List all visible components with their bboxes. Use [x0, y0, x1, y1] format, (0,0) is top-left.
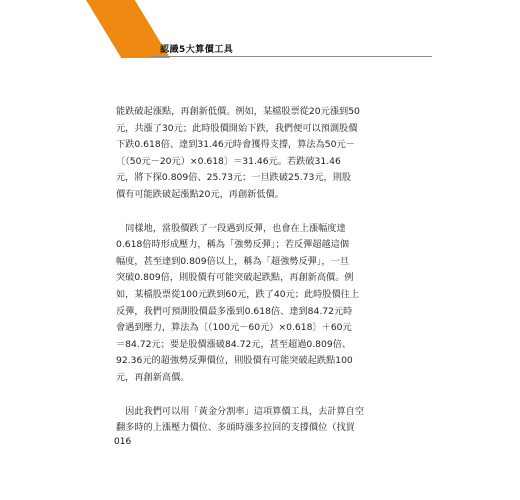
- text-line: 因此我們可以用「黃金分割率」這項算價工具，去計算自空: [116, 405, 365, 417]
- text-line: 下跌0.618倍、達到31.46元時會獲得支撐，算法為50元－: [116, 139, 355, 151]
- text-line: 〔（50元－20元）×0.618〕＝31.46元。若跌破31.46: [116, 155, 341, 167]
- chapter-tab-decoration: [86, 0, 170, 58]
- paragraph-2: [116, 221, 386, 387]
- text-line: 會遇到壓力，算法為〔（100元－60元）×0.618〕＋60元: [116, 322, 352, 334]
- text-line: 幅度，甚至達到0.809倍以上，稱為「超強勢反彈」，一旦: [116, 255, 350, 267]
- text-line: 能跌破起漲點，再創新低價。例如，某檔股票從20元漲到50: [116, 106, 360, 117]
- text-line: 翻多時的上漲壓力價位、多頭時漲多拉回的支撐價位（找買: [116, 422, 355, 434]
- paragraph-1: [116, 104, 386, 204]
- header-divider: [150, 56, 432, 57]
- text-line: ＝84.72元；要是股價漲破84.72元，甚至超過0.809倍、: [116, 338, 352, 350]
- text-line: 0.618倍時形成壓力，稱為「強勢反彈」；若反彈超越這個: [116, 239, 350, 251]
- text-line: 如，某檔股票從100元跌到60元，跌了40元；此時股價往上: [116, 288, 360, 300]
- text-line: 元，將下探0.809倍、25.73元；一旦跌破25.73元，則股: [116, 172, 352, 184]
- text-line: 同樣地，當股價跌了一段遇到反彈，也會在上漲幅度達: [116, 222, 346, 234]
- running-header-title: 認識5大算價工具: [160, 45, 234, 55]
- text-line: 元，再創新高價。: [116, 371, 190, 383]
- text-line: 價有可能跌破起漲點20元，再創新低價。: [116, 188, 284, 200]
- text-line: 92.36元的超強勢反彈價位，則股價有可能突破起跌點100: [116, 355, 353, 367]
- text-line: 突破0.809倍，則股價有可能突破起跌點，再創新高價。例: [116, 272, 354, 284]
- page-number: 016: [114, 437, 132, 447]
- text-line: 元，共漲了30元；此時股價開始下跌，我們便可以預測股價: [116, 122, 358, 134]
- text-line: 反彈，我們可預測股價最多漲到0.618倍、達到84.72元時: [116, 305, 353, 317]
- body-text: [116, 104, 386, 437]
- paragraph-3: [116, 404, 386, 437]
